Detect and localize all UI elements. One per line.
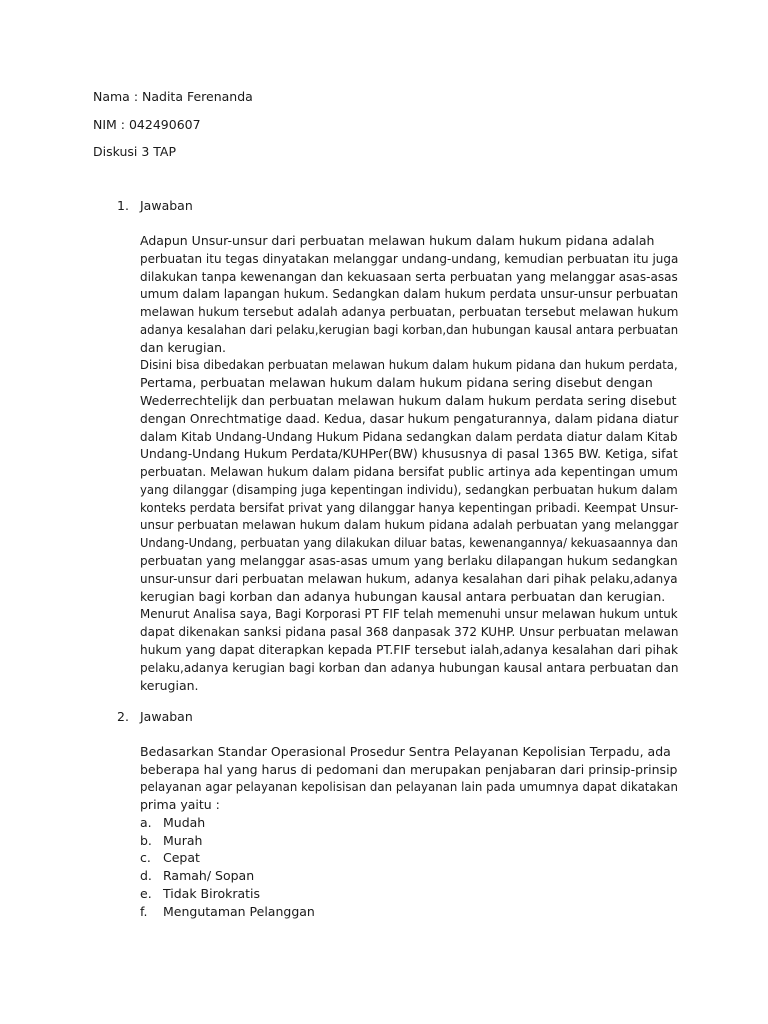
list-item-marker: b. xyxy=(140,832,152,848)
paragraph-line: pelayanan agar pelayanan kepolisisan dan pelayanan lain pada umumnya dapat dikatakan xyxy=(140,779,678,795)
paragraph-line: yang dilanggar (disamping juga kepentingan individu), sedangkan perbuatan hukum dalam xyxy=(140,481,678,497)
answer-number: 2. xyxy=(117,709,129,724)
paragraph-line: perbuatan yang melanggar asas-asas umum yang berlaku dilapangan hukum sedangkan xyxy=(140,553,678,569)
list-item-marker: c. xyxy=(140,850,151,866)
document-subject: Diskusi 3 TAP xyxy=(93,144,177,159)
paragraph-line: Undang-Undang, perbuatan yang dilakukan diluar batas, kewenangannya/ kekuasaannya dan xyxy=(140,535,678,551)
list-item-text: Mudah xyxy=(163,815,206,830)
paragraph-line: dapat dikenakan sanksi pidana pasal 368 danpasak 372 KUHP. Unsur perbuatan melawan xyxy=(140,624,679,640)
paragraph-line: Adapun Unsur-unsur dari perbuatan melawan hukum dalam hukum pidana adalah xyxy=(140,233,655,248)
answer-title: Jawaban xyxy=(140,709,193,724)
paragraph-line: Wederrechtelijk dan perbuatan melawan hukum dalam hukum perdata sering disebut xyxy=(140,393,677,409)
paragraph-line: dilakukan tanpa kewenangan dan kekuasaan serta perbuatan yang melanggar asas-asas xyxy=(140,268,678,284)
paragraph-line: perbuatan. Melawan hukum dalam pidana bersifat public artinya ada kepentingan umum xyxy=(140,464,678,480)
paragraph-line: umum dalam lapangan hukum. Sedangkan dalam hukum perdata unsur-unsur perbuatan xyxy=(140,286,679,302)
paragraph-line: kerugian. xyxy=(140,677,199,693)
paragraph-line: adanya kesalahan dari pelaku,kerugian bagi korban,dan hubungan kausal antara perbuatan xyxy=(140,321,679,337)
paragraph-line: hukum yang dapat diterapkan kepada PT.FIF tersebut ialah,adanya kesalahan dari pihak xyxy=(140,641,679,657)
paragraph-line: dalam Kitab Undang-Undang Hukum Pidana sedangkan dalam perdata diatur dalam Kitab xyxy=(140,428,678,444)
paragraph-line: Disini bisa dibedakan perbuatan melawan hukum dalam hukum pidana dan hukum perdata, xyxy=(140,357,678,373)
student-name: Nama : Nadita Ferenanda xyxy=(93,89,253,104)
list-item-marker: a. xyxy=(140,815,152,830)
paragraph-line: melawan hukum tersebut adalah adanya perbuatan, perbuatan tersebut melawan hukum xyxy=(140,304,679,320)
student-nim: NIM : 042490607 xyxy=(93,117,201,132)
paragraph-line: Menurut Analisa saya, Bagi Korporasi PT FIF telah memenuhi unsur melawan hukum untuk xyxy=(140,606,678,622)
paragraph-line: dan kerugian. xyxy=(140,339,226,355)
paragraph-line: dengan Onrechtmatige daad. Kedua, dasar hukum pengaturannya, dalam pidana diatur xyxy=(140,410,679,426)
paragraph-line: beberapa hal yang harus di pedomani dan merupakan penjabaran dari prinsip-prinsip xyxy=(140,761,678,777)
list-item-marker: f. xyxy=(140,903,148,919)
paragraph-line: pelaku,adanya kerugian bagi korban dan adanya hubungan kausal antara perbuatan dan xyxy=(140,659,679,675)
list-item-text: Ramah/ Sopan xyxy=(163,868,255,884)
paragraph-line: unsur-unsur dari perbuatan melawan hukum, adanya kesalahan dari pihak pelaku,adanya xyxy=(140,570,678,586)
answer-number: 1. xyxy=(117,198,129,213)
paragraph-line: Pertama, perbuatan melawan hukum dalam hukum pidana sering disebut dengan xyxy=(140,375,653,391)
answer-title: Jawaban xyxy=(140,198,193,213)
list-item-text: Murah xyxy=(163,832,203,848)
paragraph-line: Bedasarkan Standar Operasional Prosedur Sentra Pelayanan Kepolisian Terpadu, ada xyxy=(140,744,671,759)
paragraph-line: konteks perdata bersifat privat yang dilanggar hanya kepentingan pribadi. Keempat Unsur- xyxy=(140,499,679,515)
list-item-text: Mengutaman Pelanggan xyxy=(163,903,315,919)
list-item-text: Cepat xyxy=(163,850,200,866)
paragraph-line: kerugian bagi korban dan adanya hubungan kausal antara perbuatan dan kerugian. xyxy=(140,588,666,604)
paragraph-line: unsur perbuatan melawan hukum dalam hukum pidana adalah perbuatan yang melanggar xyxy=(140,517,679,533)
paragraph-line: prima yaitu : xyxy=(140,797,220,813)
paragraph-line: Undang-Undang Hukum Perdata/KUHPer(BW) khususnya di pasal 1365 BW. Ketiga, sifat xyxy=(140,446,678,462)
list-item-marker: d. xyxy=(140,868,152,884)
list-item-marker: e. xyxy=(140,885,152,901)
paragraph-line: perbuatan itu tegas dinyatakan melanggar undang-undang, kemudian perbuatan itu juga xyxy=(140,250,679,266)
list-item-text: Tidak Birokratis xyxy=(163,885,261,901)
